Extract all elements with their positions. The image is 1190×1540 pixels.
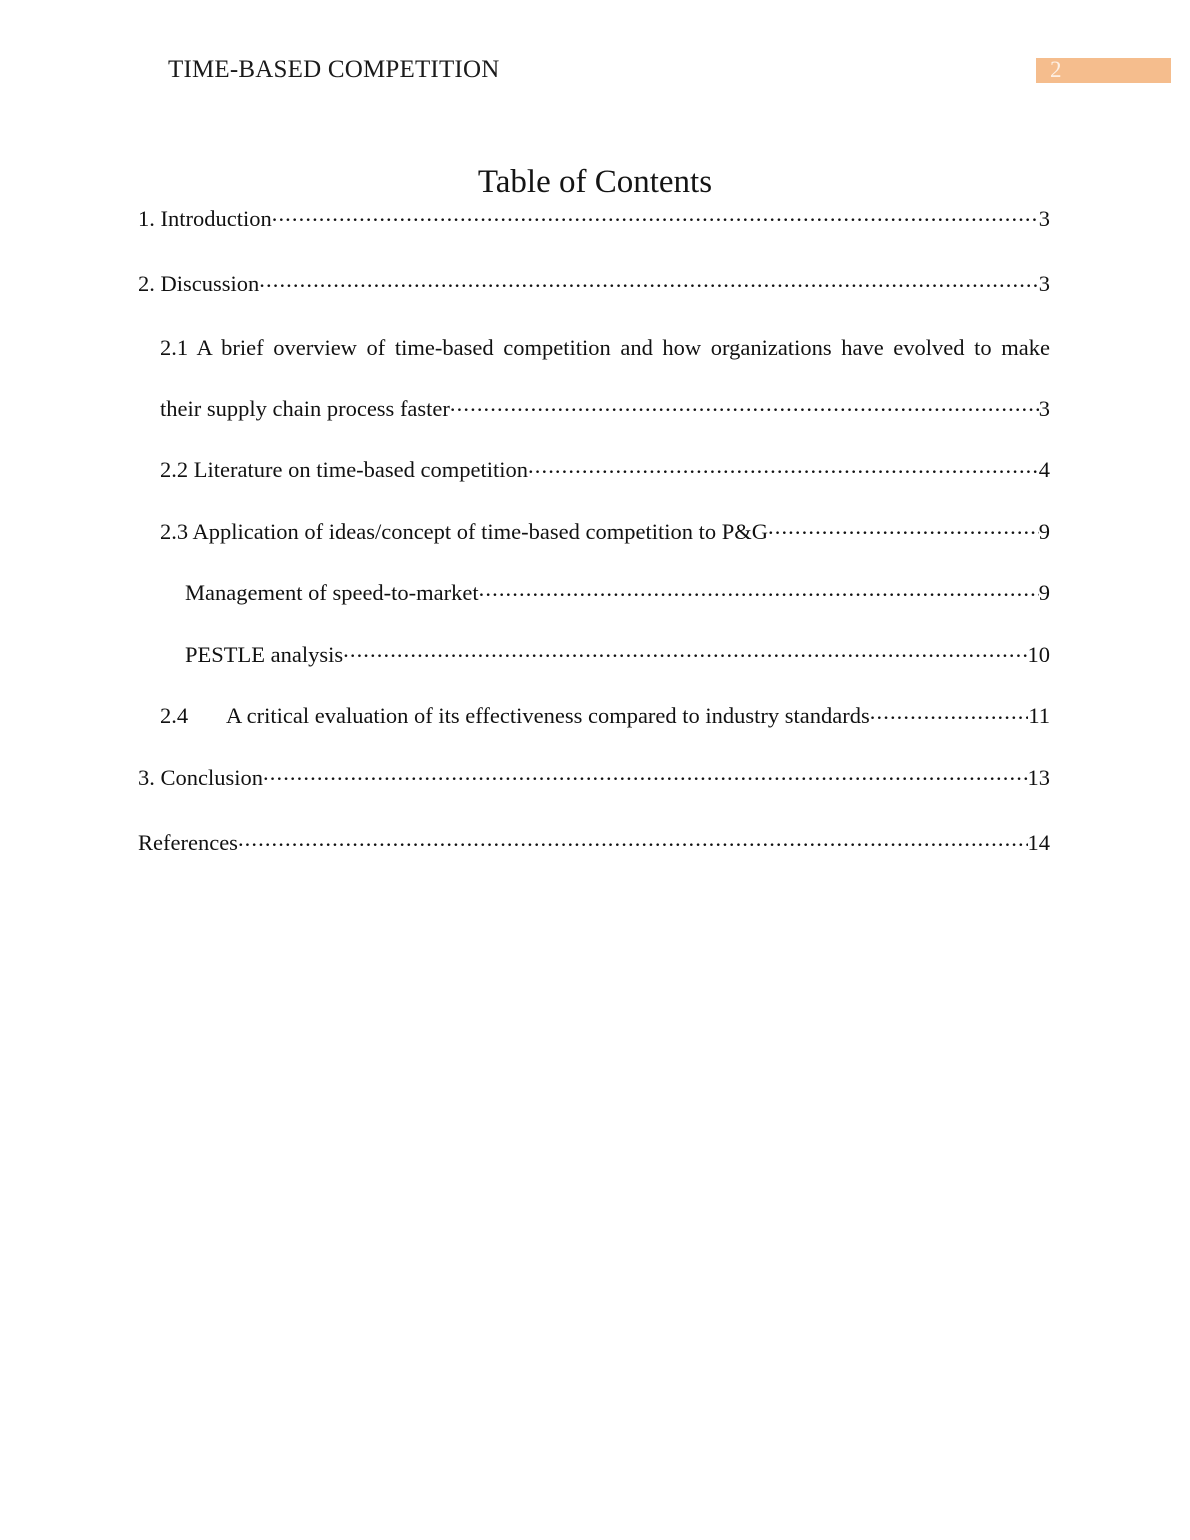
toc-entry-label: 1. Introduction bbox=[138, 205, 272, 231]
page-number-badge bbox=[1036, 58, 1171, 83]
dot-leader bbox=[263, 762, 1027, 785]
toc-entry-conclusion[interactable] bbox=[138, 762, 1050, 791]
toc-entry-page: 3 bbox=[1038, 205, 1050, 231]
dot-leader bbox=[450, 393, 1039, 416]
toc-entry-number: 2.4 bbox=[160, 703, 189, 728]
toc-entry-page: 14 bbox=[1027, 830, 1050, 855]
toc-entry-label: Management of speed-to-market bbox=[185, 580, 479, 605]
toc-entry-2-4[interactable] bbox=[160, 701, 1050, 730]
dot-leader bbox=[272, 203, 1039, 226]
table-of-contents-list bbox=[138, 203, 1050, 893]
toc-entry-label: 3. Conclusion bbox=[138, 764, 264, 790]
toc-entry-label: 2.3 Application of ideas/concept of time-based competition to P&G bbox=[160, 518, 768, 544]
toc-entry-pestle-analysis[interactable] bbox=[185, 639, 1050, 668]
toc-entry-introduction[interactable] bbox=[138, 203, 1050, 232]
toc-entry-page: 10 bbox=[1027, 641, 1050, 667]
toc-entry-page: 4 bbox=[1038, 457, 1050, 482]
toc-entry-page: 9 bbox=[1038, 518, 1050, 544]
toc-entry-2-3[interactable] bbox=[160, 516, 1050, 545]
toc-entry-page: 9 bbox=[1038, 580, 1050, 605]
dot-leader bbox=[768, 516, 1039, 539]
dot-leader bbox=[528, 455, 1039, 478]
toc-entry-discussion[interactable] bbox=[138, 269, 1050, 298]
toc-entry-label: 2. Discussion bbox=[138, 271, 260, 296]
toc-entry-page: 3 bbox=[1038, 271, 1050, 296]
toc-entry-2-2[interactable] bbox=[160, 455, 1050, 484]
toc-entry-label-line1: 2.1 A brief overview of time-based competition and how organizations have evolved to make bbox=[160, 335, 1050, 360]
toc-entry-page: 13 bbox=[1027, 764, 1050, 790]
toc-entry-label: References bbox=[138, 830, 238, 855]
page-number-value: 2 bbox=[1050, 57, 1062, 82]
dot-leader bbox=[238, 828, 1028, 851]
toc-entry-management-of-speed-to-market[interactable] bbox=[185, 578, 1050, 607]
toc-entry-label-line2: their supply chain process faster bbox=[160, 395, 450, 421]
toc-entry-label: 2.2 Literature on time-based competition bbox=[160, 457, 529, 482]
toc-entry-references[interactable] bbox=[138, 828, 1050, 857]
running-header bbox=[0, 55, 1190, 95]
toc-entry-label: A critical evaluation of its effectiveness compared to industry standards bbox=[226, 703, 870, 728]
header-document-title: TIME-BASED COMPETITION bbox=[168, 56, 500, 83]
dot-leader bbox=[870, 701, 1029, 724]
toc-entry-page: 3 bbox=[1038, 395, 1050, 421]
toc-entry-page: 11 bbox=[1028, 703, 1050, 728]
dot-leader bbox=[343, 639, 1027, 662]
toc-entry-2-1[interactable] bbox=[160, 334, 1050, 422]
table-of-contents-heading: Table of Contents bbox=[477, 164, 713, 200]
toc-entry-label: PESTLE analysis bbox=[185, 641, 344, 667]
dot-leader bbox=[479, 578, 1039, 601]
dot-leader bbox=[259, 269, 1038, 292]
